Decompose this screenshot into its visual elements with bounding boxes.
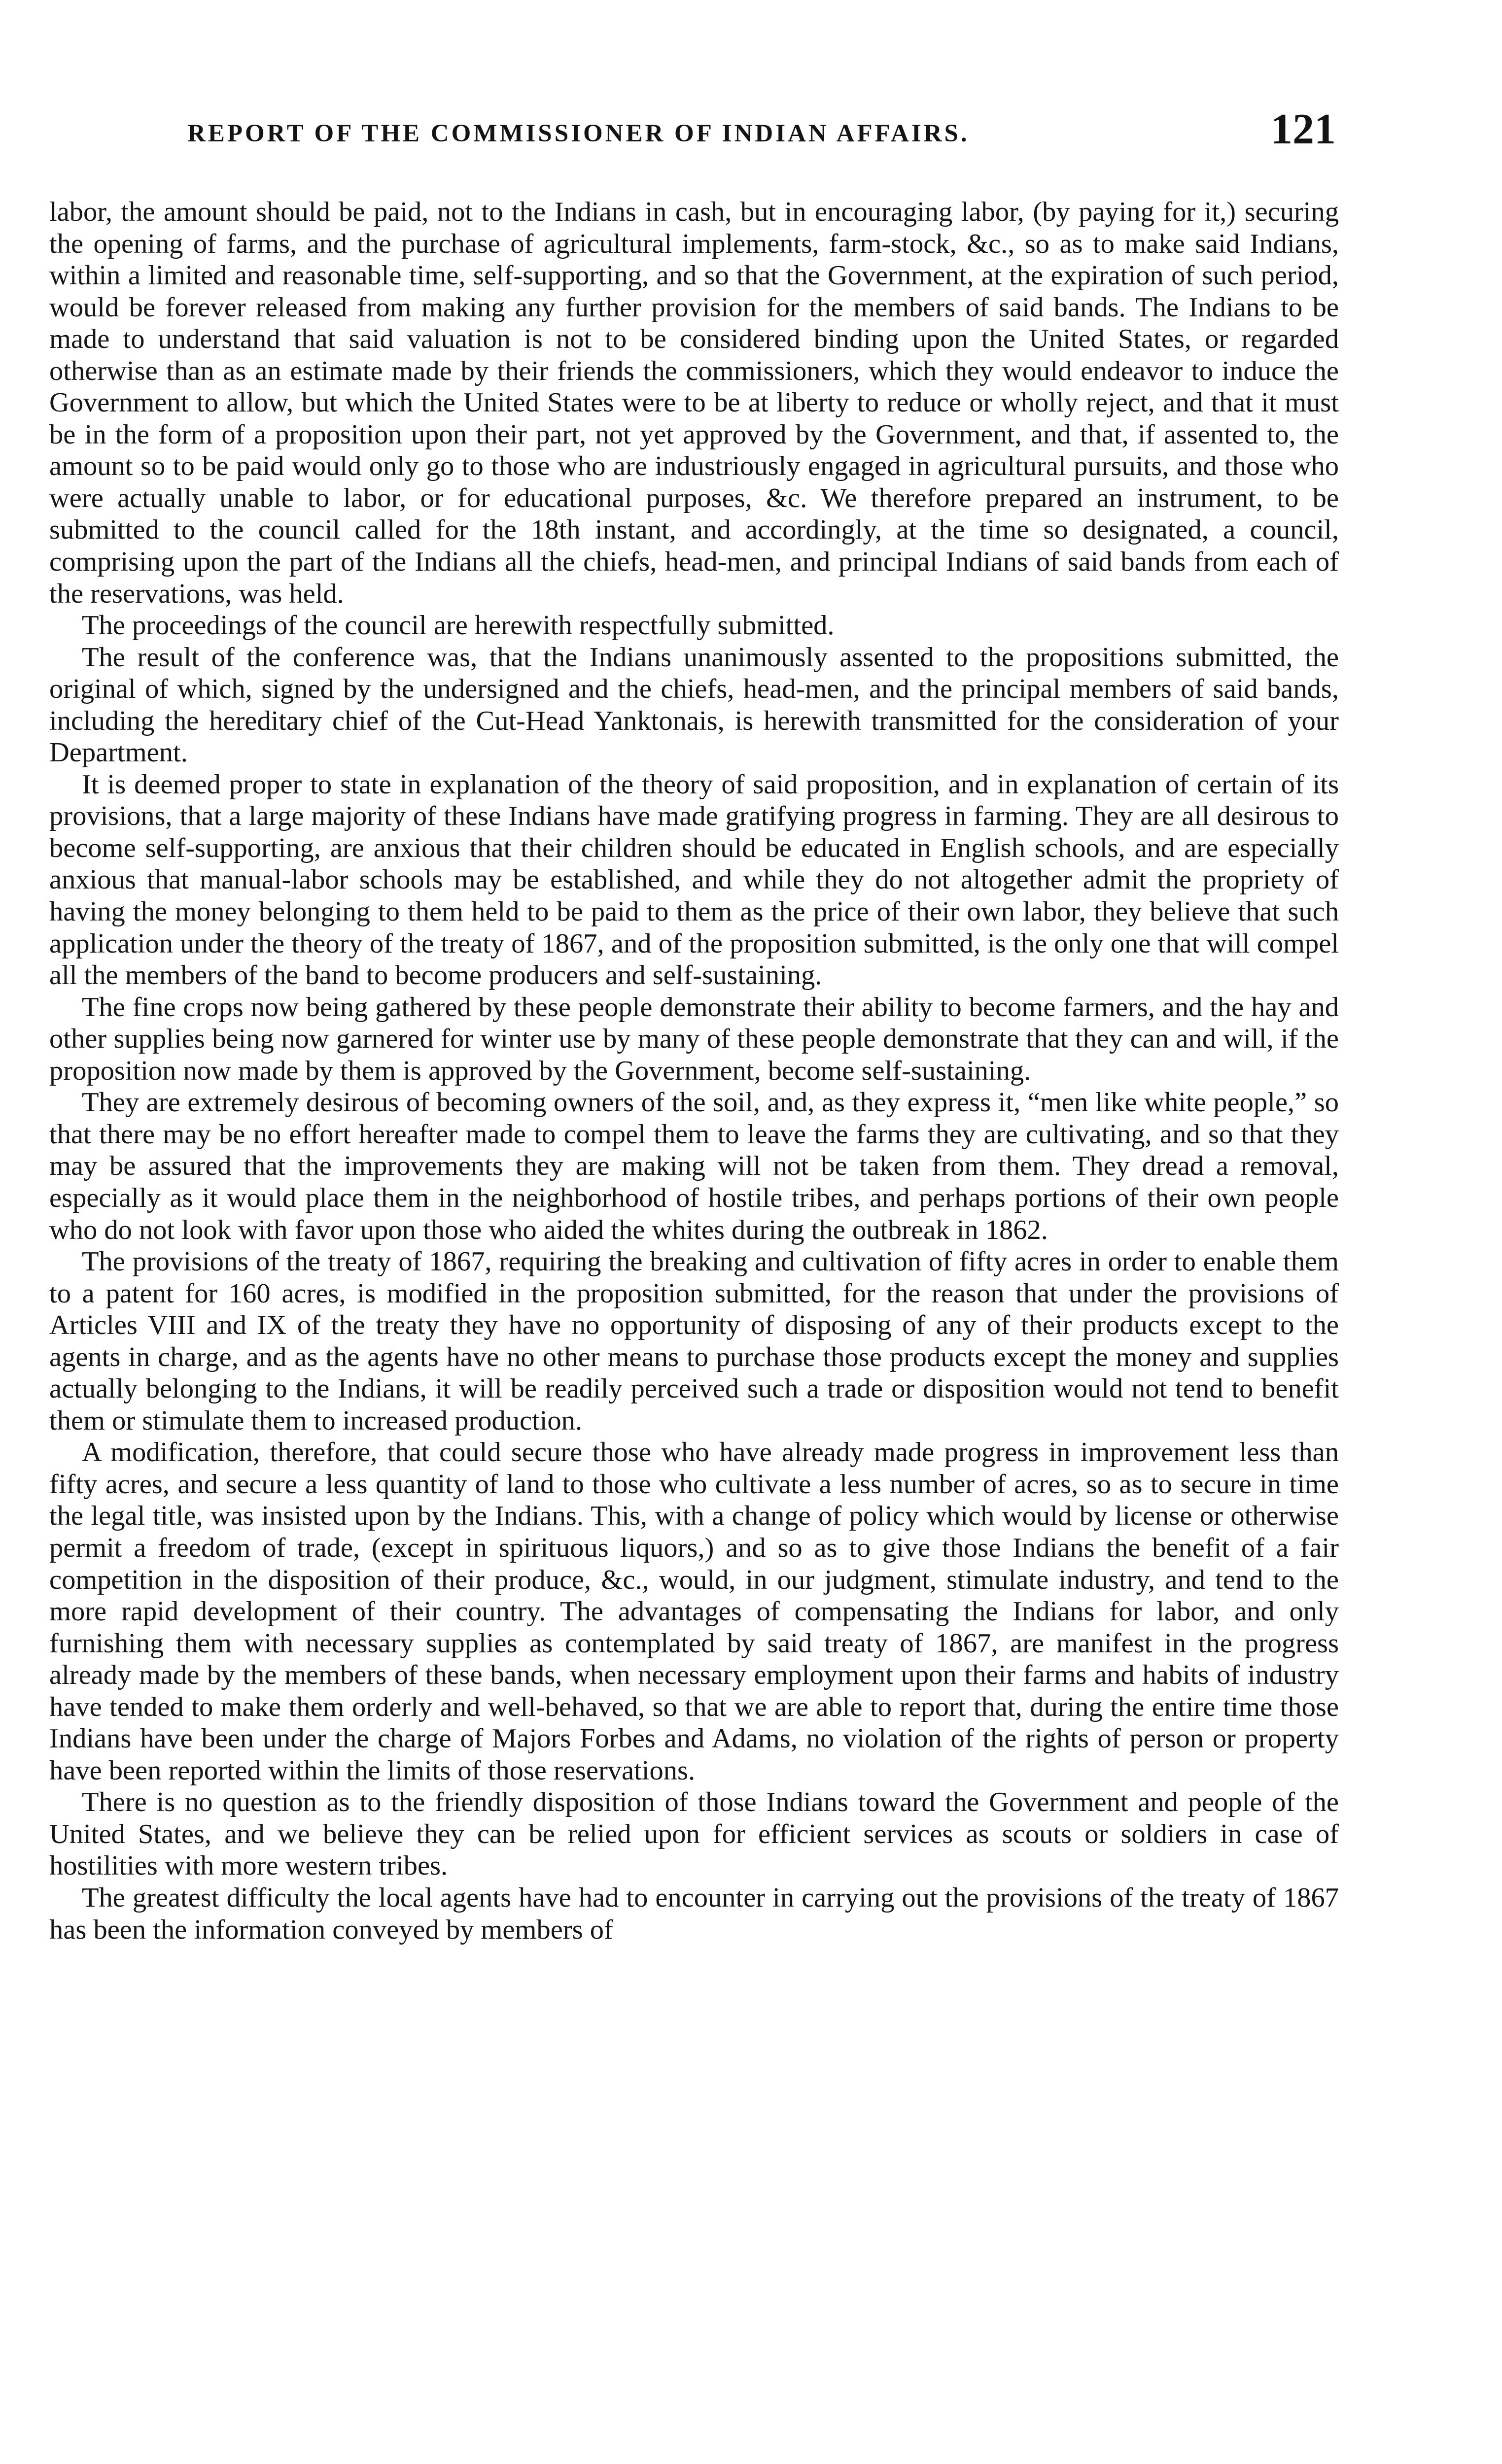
paragraph-4: It is deemed proper to state in explanation of the theory of said proposition, and in explanation of certain of its provisions, that a large majority of these Indians have made gratifying progress in farming. They are all desirous to become self-supporting, are anxious that their children should be educated in English schools, and are especially anxious that manual-labor schools may be established, and while they do not altogether admit the propriety of having the money belonging to them held to be paid to them as the price of their own labor, they believe that such application under the theory of the treaty of 1867, and of the proposition submitted, is the only one that will compel all the members of the band to become producers and self-sustaining. bbox=[49, 769, 1339, 991]
paragraph-7: The provisions of the treaty of 1867, requiring the breaking and cultivation of fifty acres in order to enable them to a patent for 160 acres, is modified in the proposition submitted, for the reason that under the provisions of Articles VIII and IX of the treaty they have no opportunity of disposing of any of their products except to the agents in charge, and as the agents have no other means to purchase those products except the money and supplies actually belonging to the Indians, it will be readily perceived such a trade or disposition would not tend to benefit them or stimulate them to increased production. bbox=[49, 1246, 1339, 1436]
paragraph-6: They are extremely desirous of becoming owners of the soil, and, as they express it, “men like white people,” so that there may be no effort hereafter made to compel them to leave the farms they are cultivating, and so that they may be assured that the improvements they are making will not be taken from them. They dread a removal, especially as it would place them in the neighborhood of hostile tribes, and perhaps portions of their own people who do not look with favor upon those who aided the whites during the outbreak in 1862. bbox=[49, 1087, 1339, 1245]
running-header bbox=[187, 104, 1336, 159]
paragraph-2: The proceedings of the council are herewith respectfully submitted. bbox=[82, 610, 835, 641]
body-text bbox=[49, 196, 1339, 1946]
paragraph-1-continuation: labor, the amount should be paid, not to the Indians in cash, but in encouraging labor, (by paying for it,) securing the opening of farms, and the purchase of agricultural implements, farm-stock, &c., so as to make said Indians, within a limited and reasonable time, self-supporting, and so that the Government, at the expiration of such period, would be forever released from making any further provision for the members of said bands. The Indians to be made to understand that said valuation is not to be considered binding upon the United States, or regarded otherwise than as an estimate made by their friends the commissioners, which they would endeavor to induce the Government to allow, but which the United States were to be at liberty to reduce or wholly reject, and that it must be in the form of a proposition upon their part, not yet approved by the Government, and that, if assented to, the amount so to be paid would only go to those who are industriously engaged in agricultural pursuits, and those who were actually unable to labor, or for educational purposes, &c. We therefore prepared an instrument, to be submitted to the council called for the 18th instant, and accordingly, at the time so designated, a council, comprising upon the part of the Indians all the chiefs, head-men, and principal Indians of said bands from each of the reservations, was held. bbox=[49, 197, 1339, 609]
paragraph-10: The greatest difficulty the local agents have had to encounter in carrying out the provisions of the treaty of 1867 has been the information conveyed by members of bbox=[49, 1882, 1339, 1945]
paragraph-9: There is no question as to the friendly disposition of those Indians toward the Government and people of the United States, and we believe they can be relied upon for efficient services as scouts or soldiers in case of hostilities with more western tribes. bbox=[49, 1787, 1339, 1882]
running-title: REPORT OF THE COMMISSIONER OF INDIAN AFFAIRS. bbox=[187, 120, 970, 147]
page-number: 121 bbox=[1271, 105, 1336, 153]
paragraph-3: The result of the conference was, that the Indians unanimously assented to the propositions submitted, the original of which, signed by the undersigned and the chiefs, head-men, and the principal members of said bands, including the hereditary chief of the Cut-Head Yanktonais, is herewith transmitted for the consideration of your Department. bbox=[49, 642, 1339, 768]
paragraph-5: The fine crops now being gathered by these people demonstrate their ability to become farmers, and the hay and other supplies being now garnered for winter use by many of these people demonstrate that they can and will, if the proposition now made by them is approved by the Government, become self-sustaining. bbox=[49, 992, 1339, 1086]
paragraph-8: A modification, therefore, that could secure those who have already made progress in improvement less than fifty acres, and secure a less quantity of land to those who cultivate a less number of acres, so as to secure in time the legal title, was insisted upon by the Indians. This, with a change of policy which would by license or otherwise permit a freedom of trade, (except in spirituous liquors,) and so as to give those Indians the benefit of a fair competition in the disposition of their produce, &c., would, in our judgment, stimulate industry, and tend to the more rapid development of their country. The advantages of compensating the Indians for labor, and only furnishing them with necessary supplies as contemplated by said treaty of 1867, are manifest in the progress already made by the members of these bands, when necessary employment upon their farms and habits of industry have tended to make them orderly and well-behaved, so that we are able to report that, during the entire time those Indians have been under the charge of Majors Forbes and Adams, no violation of the rights of person or property have been reported within the limits of those reservations. bbox=[49, 1437, 1339, 1786]
